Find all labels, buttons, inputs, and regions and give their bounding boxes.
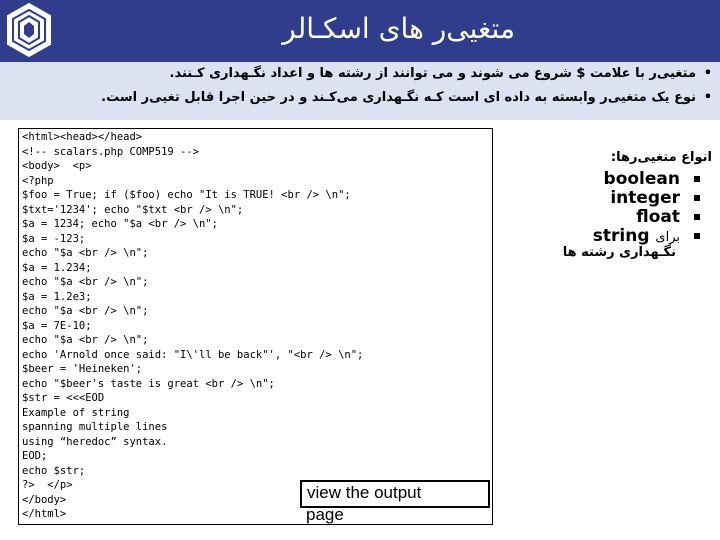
type-item: [510, 208, 700, 227]
code-line: echo "$a <br /> \n";: [22, 334, 149, 346]
code-line: </html>: [22, 508, 67, 520]
square-bullet-icon: [694, 176, 700, 182]
bullet-text: متغیی‌ر با علامت $ شروع می شوند و می توانند از رشته ها و اعداد نگـهداری کـنند.: [169, 66, 696, 81]
square-bullet-icon: [694, 195, 700, 201]
bullet-text: نوع یک متغیی‌ر وابسته به داده ای است کـه نگـهداری می‌کـند و در حین اجرا قابل تغیی‌ر است.: [101, 90, 696, 105]
bullet-dot-icon: •: [703, 90, 712, 105]
square-bullet-icon: [694, 233, 700, 239]
code-line: echo "$a <br /> \n";: [22, 305, 149, 317]
bullet-dot-icon: •: [703, 66, 712, 81]
code-line: echo $str;: [22, 464, 86, 477]
code-line: $str = <<<EOD: [22, 392, 105, 404]
code-line: <body> <p>: [22, 160, 92, 172]
types-heading: انواع متغیی‌رها:: [610, 150, 712, 165]
code-line: <html><head></head>: [22, 131, 143, 143]
code-line: $beer = 'Heineken';: [22, 363, 143, 375]
view-output-link[interactable]: view the output: [300, 480, 490, 508]
bullet-item: [12, 66, 712, 88]
type-item: [510, 170, 700, 189]
square-bullet-icon: [694, 214, 700, 220]
code-listing: [20, 130, 363, 522]
code-line: $a = -123;: [22, 232, 86, 245]
code-line: spanning multiple lines: [22, 421, 168, 433]
code-line: ?> </p>: [22, 479, 73, 491]
code-line: echo "$a <br /> \n";: [22, 247, 149, 259]
type-label: string: [592, 226, 650, 246]
code-line: $a = 1.234;: [22, 261, 92, 274]
code-line: EOD;: [22, 450, 48, 462]
code-line: </body>: [22, 493, 67, 506]
type-label: integer: [610, 188, 680, 208]
code-line: $a = 1234; echo "$a <br /> \n";: [22, 218, 218, 230]
view-output-link-tail[interactable]: page: [306, 505, 344, 524]
type-item: [510, 227, 700, 246]
code-line: $foo = True; if ($foo) echo "It is TRUE! <br /> \n";: [22, 189, 351, 201]
university-logo-icon: [4, 2, 54, 58]
string-prefix: برای: [655, 230, 680, 245]
string-description: نگـهداری رشته ها: [562, 245, 676, 260]
code-line: echo 'Arnold once said: "I\'ll be back"', "<br /> \n";: [22, 348, 364, 361]
code-line: <!-- scalars.php COMP519 -->: [22, 145, 200, 158]
type-label: float: [636, 207, 680, 227]
code-line: <?php: [22, 174, 54, 187]
code-line: $a = 7E-10;: [22, 319, 92, 332]
bullet-item: [12, 90, 712, 112]
types-list: [510, 170, 700, 260]
code-line: $txt='1234'; echo "$txt <br /> \n";: [22, 203, 244, 216]
slide-title: متغیی‌ر های اسکـالر: [282, 12, 515, 45]
code-line: using “heredoc” syntax.: [22, 435, 168, 448]
code-line: echo "$beer's taste is great <br /> \n";: [22, 377, 275, 390]
code-line: echo "$a <br /> \n";: [22, 276, 149, 288]
type-item: [510, 189, 700, 208]
code-line: $a = 1.2e3;: [22, 290, 92, 303]
type-label: boolean: [603, 169, 680, 189]
code-line: Example of string: [22, 406, 130, 419]
